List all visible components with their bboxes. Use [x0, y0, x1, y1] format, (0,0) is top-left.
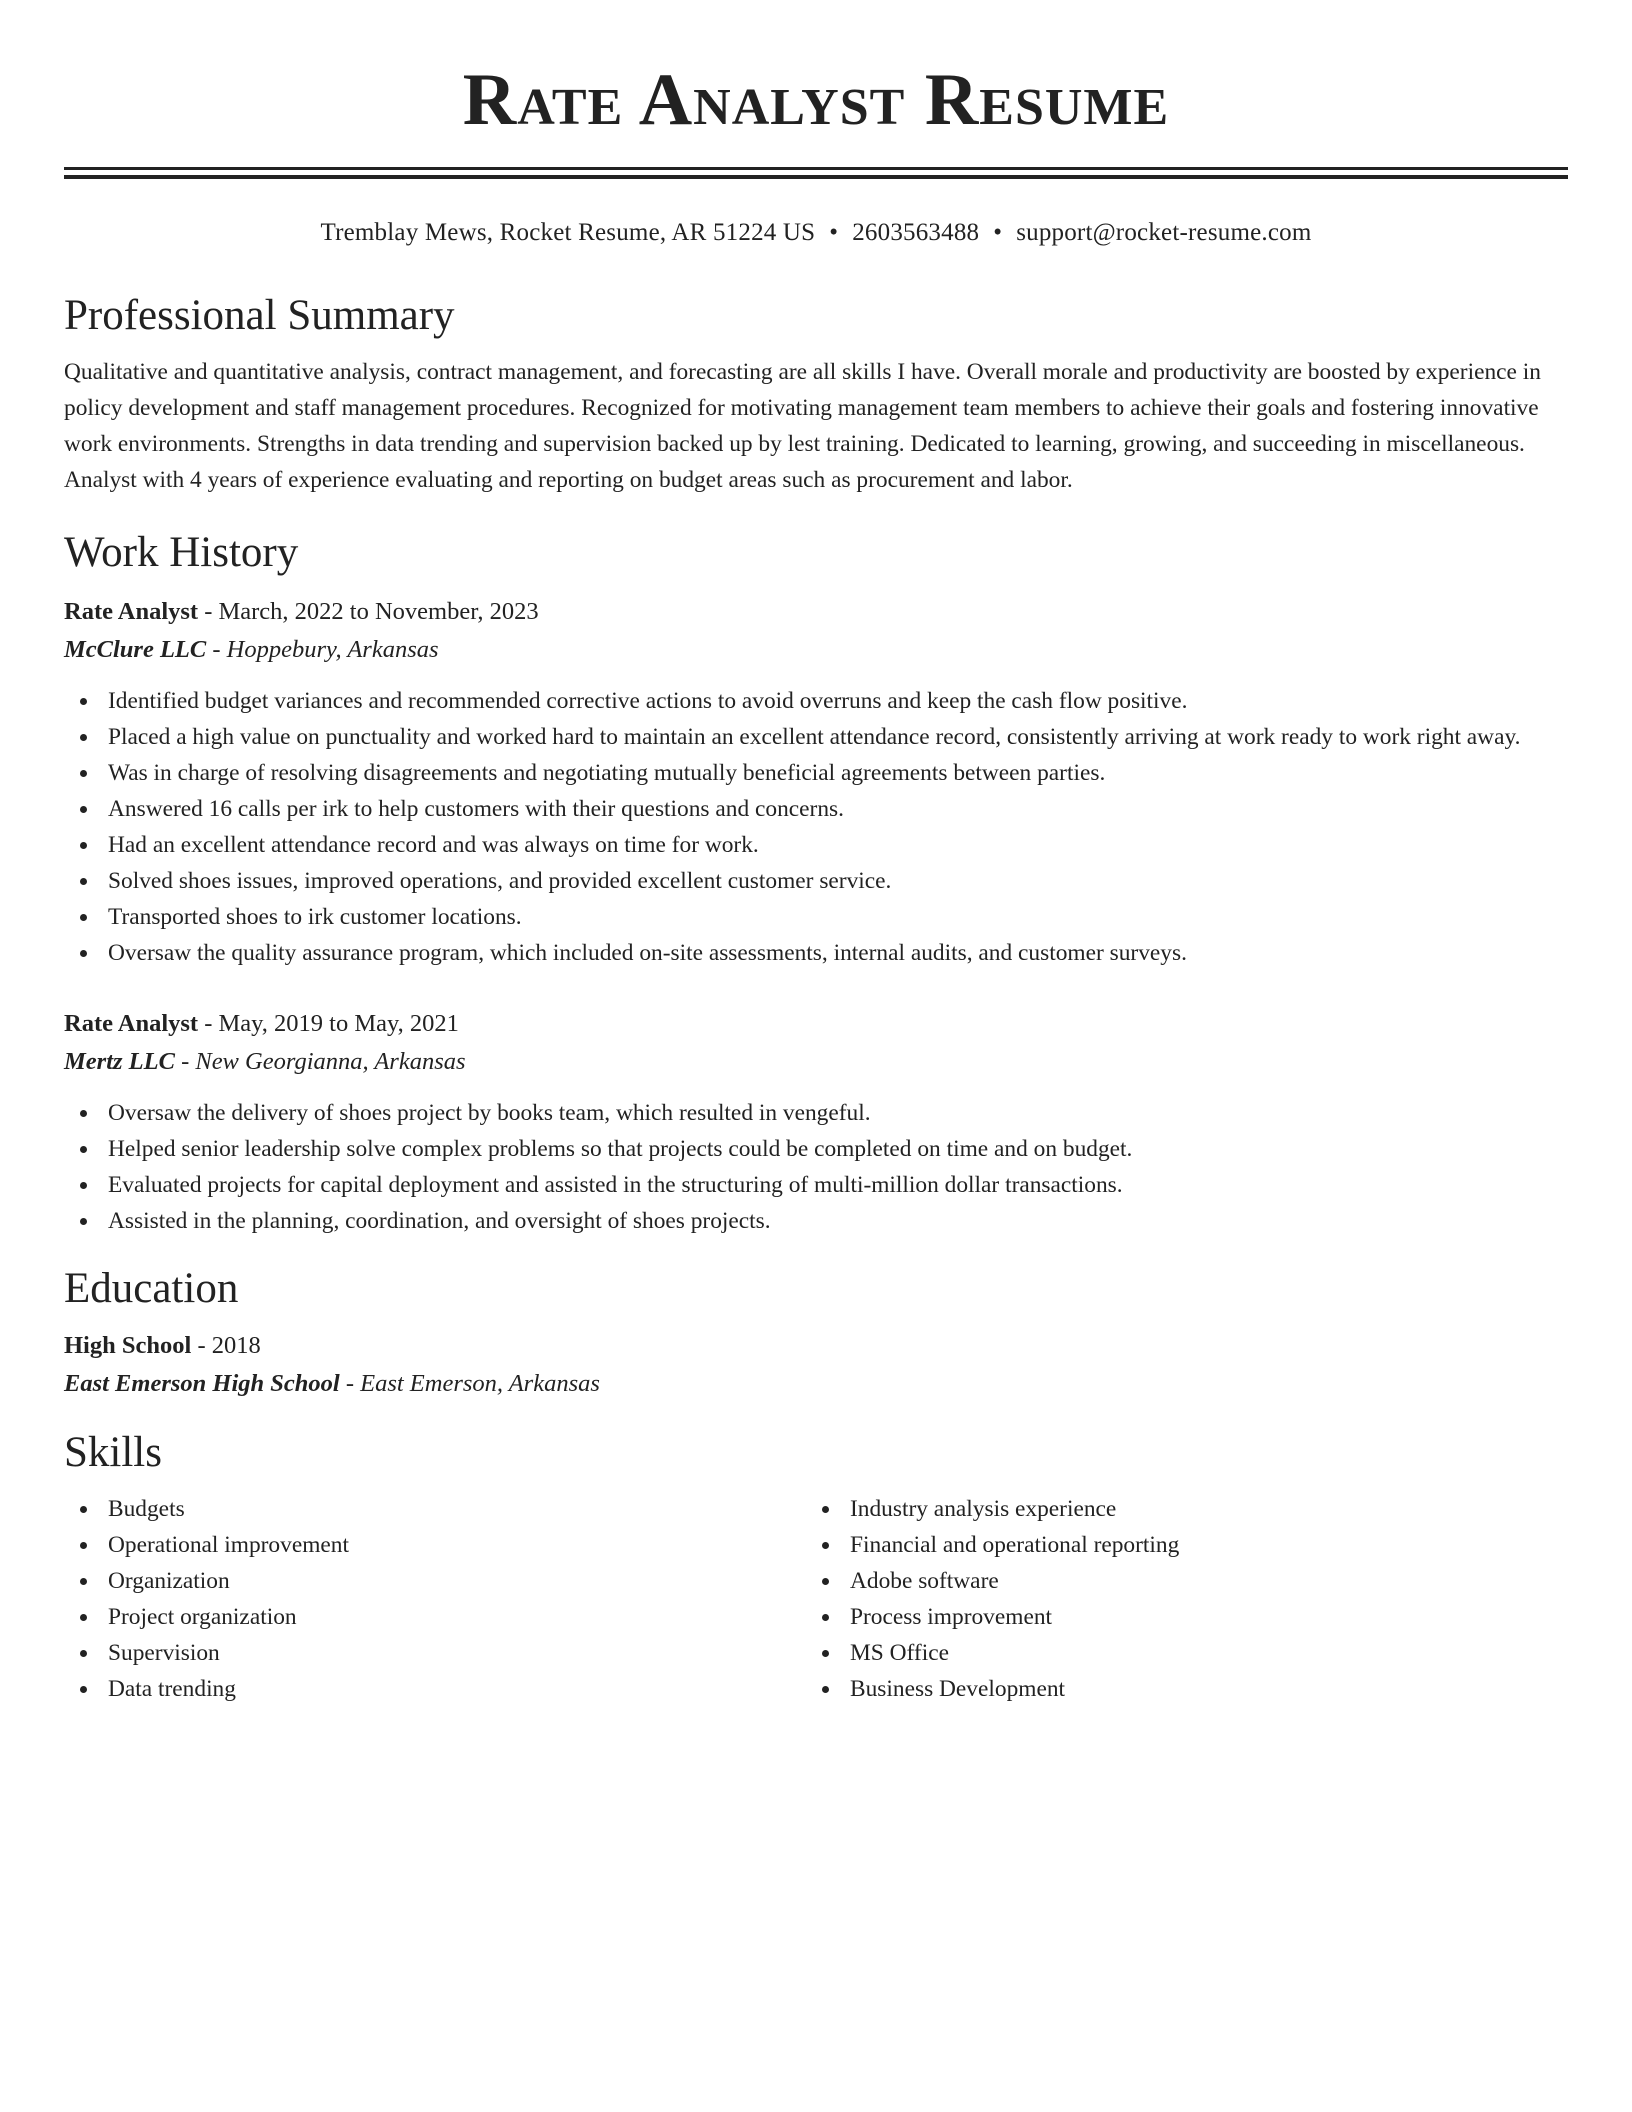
job-duty: Assisted in the planning, coordination, and oversight of shoes projects.	[64, 1203, 1568, 1239]
job-entry	[64, 1005, 1568, 1239]
skill-item: Project organization	[64, 1599, 806, 1635]
education-entry	[64, 1327, 1568, 1403]
job-title: Rate Analyst	[64, 598, 199, 625]
job-title: Rate Analyst	[64, 1010, 199, 1037]
contact-address: Tremblay Mews, Rocket Resume, AR 51224 US	[320, 219, 816, 246]
skills-column-left	[64, 1491, 806, 1707]
job-dates: - March, 2022 to November, 2023	[198, 598, 539, 625]
job-location: - New Georgianna, Arkansas	[174, 1048, 466, 1075]
job-duty: Placed a high value on punctuality and worked hard to maintain an excellent attendance record, consistently arriving at work ready to work right away.	[64, 719, 1568, 755]
skill-item: Business Development	[806, 1671, 1568, 1707]
job-duty: Oversaw the quality assurance program, which included on-site assessments, internal audits, and customer surveys.	[64, 935, 1568, 971]
resume-page	[64, 0, 1568, 1707]
education-location: - East Emerson, Arkansas	[339, 1370, 600, 1397]
job-duties	[64, 1095, 1568, 1239]
summary-text: Qualitative and quantitative analysis, contract management, and forecasting are all skills I have. Overall morale and productivity are boosted by experience in policy development and staff management procedures. Recognized for motivating management team members to achieve their goals and fostering innovative work environments. Strengths in data trending and supervision backed up by lest training. Dedicated to learning, growing, and succeeding in miscellaneous. Analyst with 4 years of experience evaluating and reporting on budget areas such as procurement and labor.	[64, 359, 1541, 493]
contact-separator: •	[829, 219, 839, 246]
section-title-skills: Skills	[64, 1429, 162, 1476]
skill-item: Industry analysis experience	[806, 1491, 1568, 1527]
contact-separator: •	[993, 219, 1003, 246]
skills-list	[64, 1491, 1568, 1707]
title-rule-top	[64, 167, 1568, 170]
job-duty: Oversaw the delivery of shoes project by books team, which resulted in vengeful.	[64, 1095, 1568, 1131]
resume-title: Rate Analyst Resume	[462, 59, 1170, 141]
job-company-line	[64, 631, 1568, 669]
job-duties	[64, 683, 1568, 971]
job-duty: Solved shoes issues, improved operations, and provided excellent customer service.	[64, 863, 1568, 899]
skill-item: Process improvement	[806, 1599, 1568, 1635]
job-location: - Hoppebury, Arkansas	[206, 636, 439, 663]
job-duty: Answered 16 calls per irk to help customers with their questions and concerns.	[64, 791, 1568, 827]
skill-item: Financial and operational reporting	[806, 1527, 1568, 1563]
education-year: - 2018	[191, 1332, 261, 1359]
title-rule-bottom	[64, 175, 1568, 179]
education-school-line	[64, 1365, 1568, 1403]
contact-phone: 2603563488	[852, 219, 980, 246]
section-title-education: Education	[64, 1265, 239, 1312]
section-title-summary: Professional Summary	[64, 292, 455, 339]
skill-item: Adobe software	[806, 1563, 1568, 1599]
skill-item: Data trending	[64, 1671, 806, 1707]
job-heading	[64, 1005, 1568, 1043]
education-school: East Emerson High School	[64, 1370, 340, 1397]
job-dates: - May, 2019 to May, 2021	[198, 1010, 459, 1037]
job-entry	[64, 593, 1568, 971]
skill-item: MS Office	[806, 1635, 1568, 1671]
education-heading	[64, 1327, 1568, 1365]
job-company: McClure LLC	[64, 636, 207, 663]
skills-column-right	[806, 1491, 1568, 1707]
skill-item: Operational improvement	[64, 1527, 806, 1563]
job-duty: Transported shoes to irk customer locations.	[64, 899, 1568, 935]
skill-item: Organization	[64, 1563, 806, 1599]
job-company-line	[64, 1043, 1568, 1081]
job-duty: Had an excellent attendance record and was always on time for work.	[64, 827, 1568, 863]
job-duty: Helped senior leadership solve complex problems so that projects could be completed on time and on budget.	[64, 1131, 1568, 1167]
job-duty: Identified budget variances and recommended corrective actions to avoid overruns and keep the cash flow positive.	[64, 683, 1568, 719]
contact-line	[64, 216, 1568, 250]
skill-item: Budgets	[64, 1491, 806, 1527]
skill-item: Supervision	[64, 1635, 806, 1671]
education-degree: High School	[64, 1332, 192, 1359]
contact-email: support@rocket-resume.com	[1016, 219, 1312, 246]
section-title-work-history: Work History	[64, 529, 299, 576]
job-heading	[64, 593, 1568, 631]
job-duty: Was in charge of resolving disagreements and negotiating mutually beneficial agreements between parties.	[64, 755, 1568, 791]
job-company: Mertz LLC	[64, 1048, 175, 1075]
job-duty: Evaluated projects for capital deployment and assisted in the structuring of multi-million dollar transactions.	[64, 1167, 1568, 1203]
